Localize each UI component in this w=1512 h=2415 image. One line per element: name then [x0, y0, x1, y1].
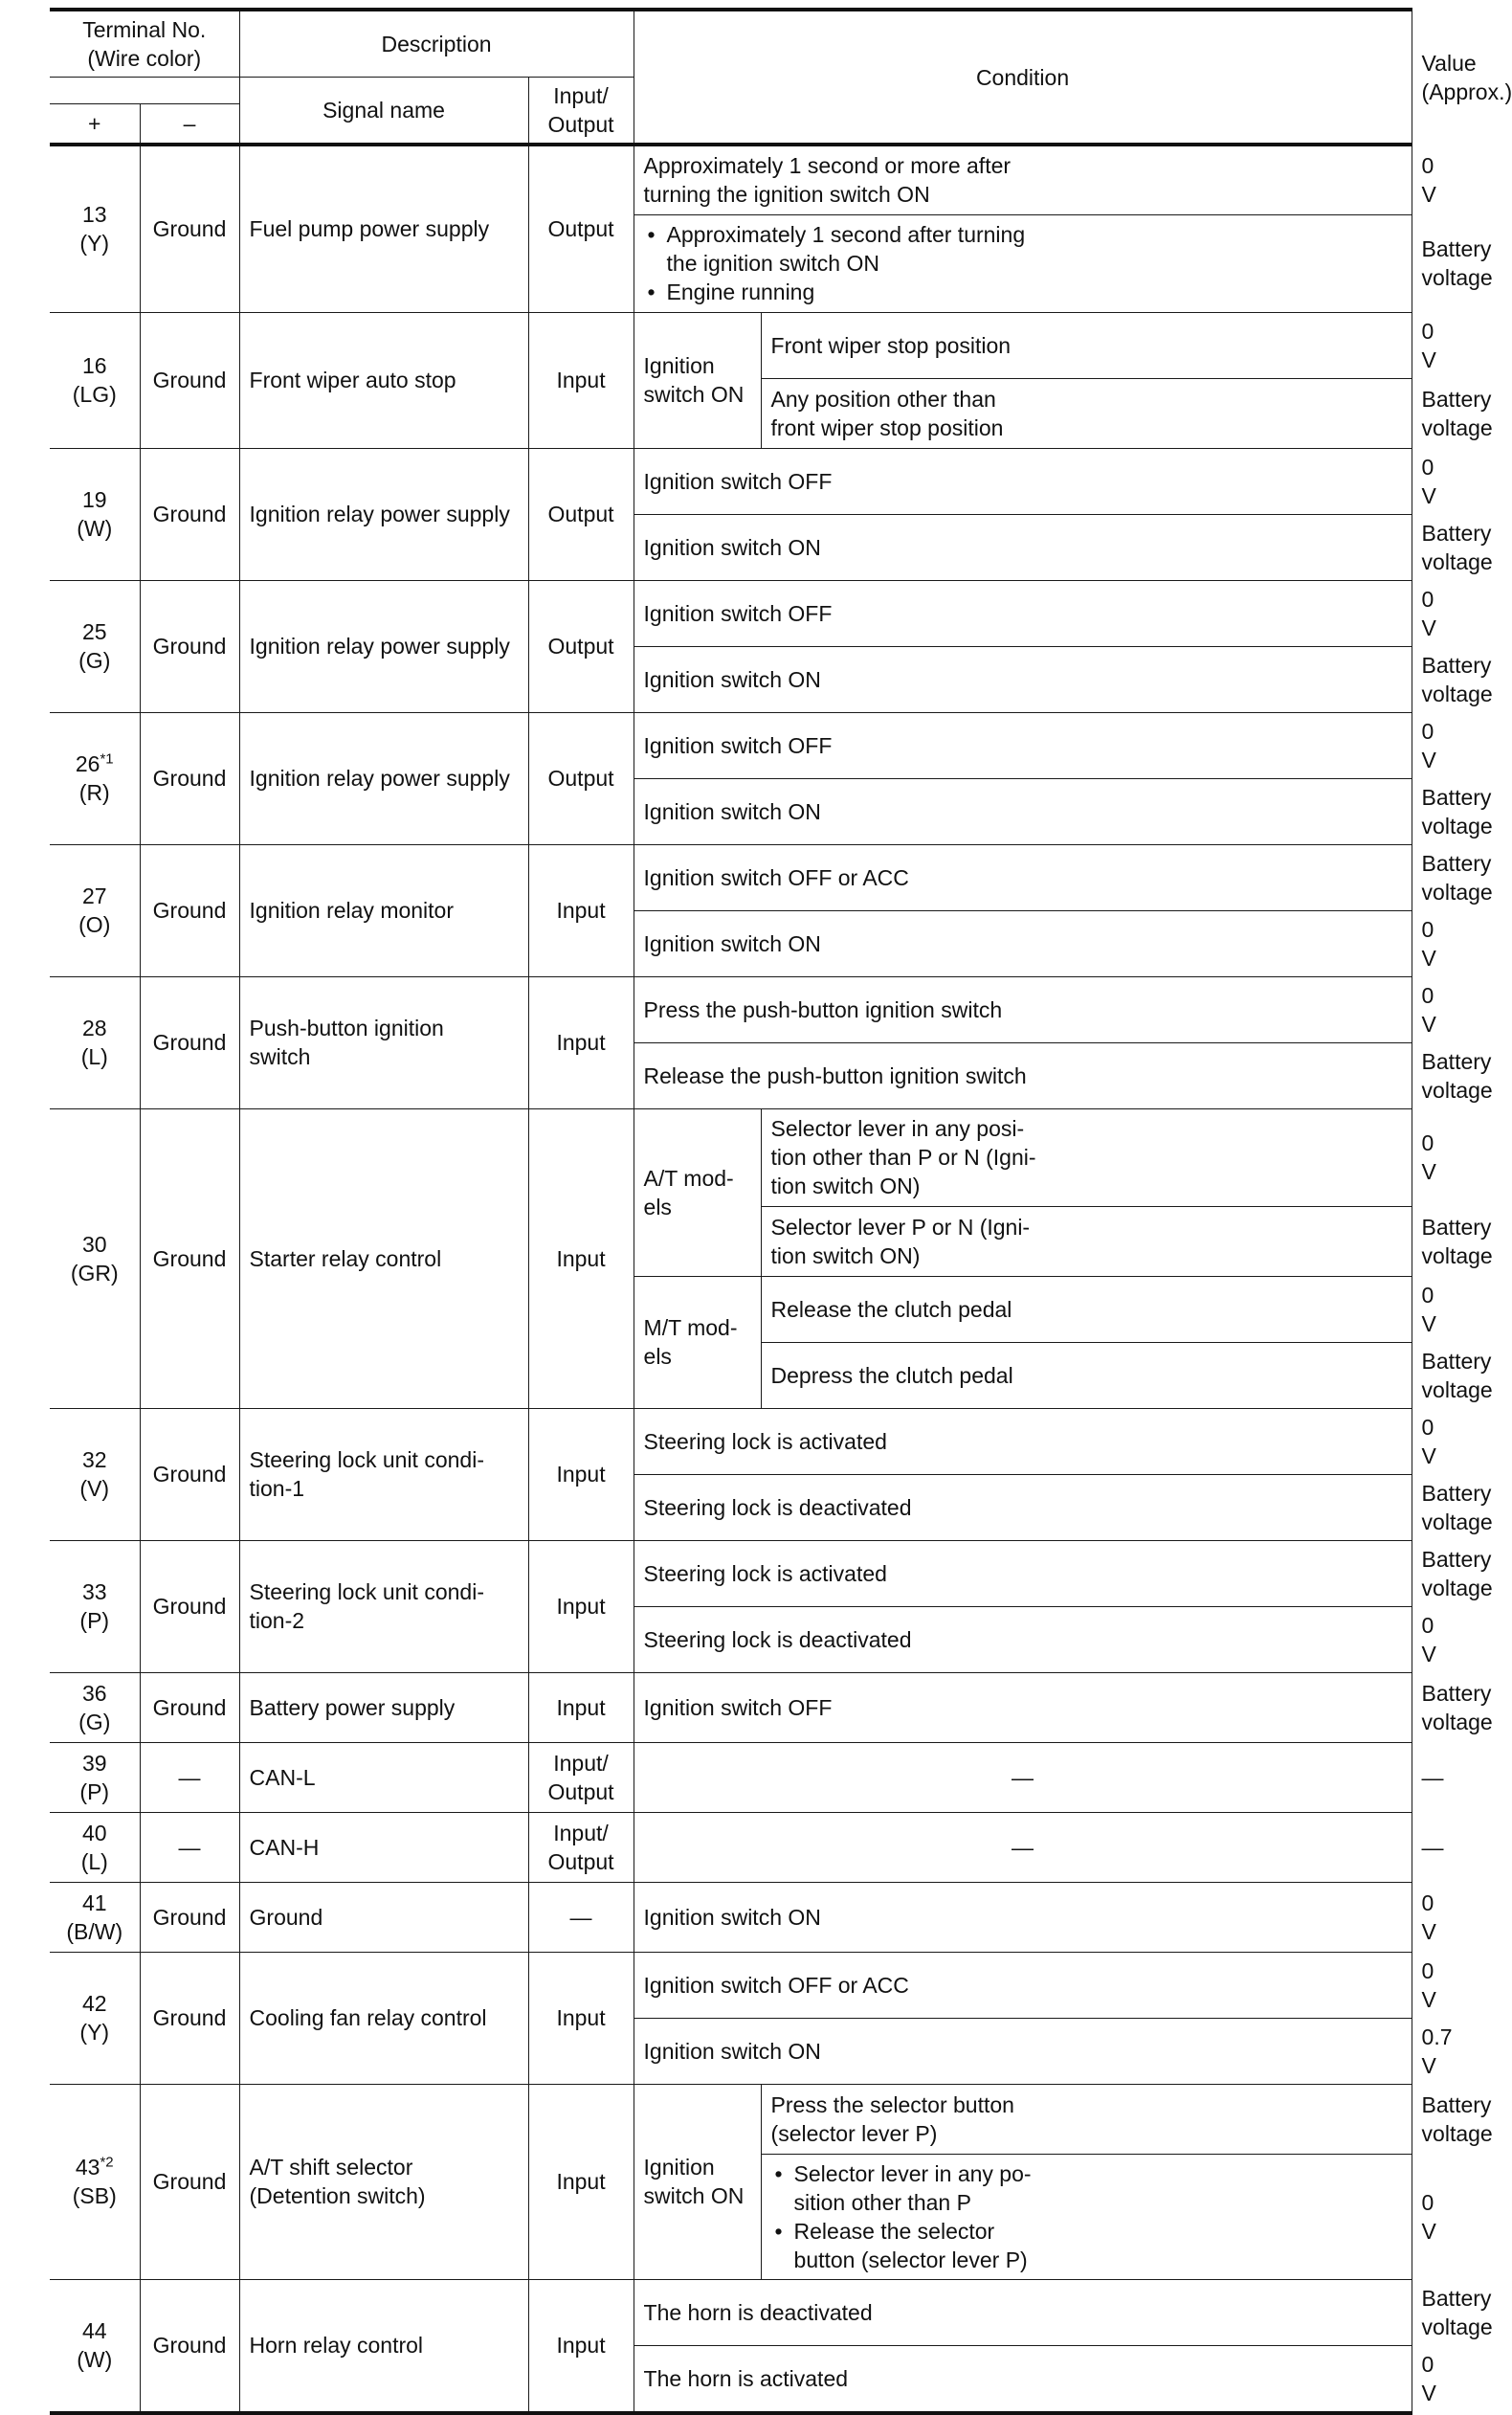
condition: Selector lever in any posi- tion other than P or N (Igni- tion switch ON) [761, 1108, 1412, 1206]
terminal-no: 27 (O) [50, 844, 140, 976]
minus-terminal: Ground [140, 580, 239, 712]
minus-terminal: Ground [140, 1108, 239, 1408]
condition: Selector lever P or N (Igni- tion switch ON) [761, 1206, 1412, 1276]
table-row: 44 (W) Ground Horn relay control Input The horn is deactivated Battery voltage [50, 2279, 1412, 2345]
minus-terminal: Ground [140, 1408, 239, 1540]
table-row: 27 (O) Ground Ignition relay monitor Input Ignition switch OFF or ACC Battery voltage [50, 844, 1412, 910]
io-type: Input [528, 1108, 634, 1408]
io-type: Input [528, 1408, 634, 1540]
signal-name: Push-button ignition switch [239, 976, 528, 1108]
table-row: Ignition switch ON 0.7 V [50, 2018, 1412, 2084]
table-row: 39 (P) — CAN-L Input/ Output — — [50, 1742, 1412, 1812]
table-row: 32 (V) Ground Steering lock unit condi- tion-1 Input Steering lock is activated 0 V [50, 1408, 1412, 1474]
condition: Ignition switch ON [634, 514, 1412, 580]
minus-header: – [140, 103, 239, 145]
table-row: 36 (G) Ground Battery power supply Input Ignition switch OFF Battery voltage [50, 1672, 1412, 1742]
condition: Ignition switch OFF [634, 448, 1412, 514]
minus-terminal: Ground [140, 1540, 239, 1672]
condition: The horn is activated [634, 2345, 1412, 2413]
table-row: 19 (W) Ground Ignition relay power supply Output Ignition switch OFF 0 V [50, 448, 1412, 514]
terminal-no: 43$^{*2}$ (SB) [50, 2084, 140, 2279]
terminal-no: 25 (G) [50, 580, 140, 712]
io-type: Input [528, 312, 634, 448]
condition-group: Ignition switch ON [634, 312, 761, 448]
signal-name: Front wiper auto stop [239, 312, 528, 448]
minus-terminal: Ground [140, 844, 239, 976]
condition: Ignition switch OFF or ACC [634, 1952, 1412, 2018]
condition: The horn is deactivated [634, 2279, 1412, 2345]
io-type: Input/ Output [528, 1742, 634, 1812]
terminal-no: 28 (L) [50, 976, 140, 1108]
signal-name: Ignition relay power supply [239, 580, 528, 712]
bullet-item: • Engine running [644, 278, 1402, 306]
condition: Ignition switch ON [634, 2018, 1412, 2084]
terminal-no-header: Terminal No. (Wire color) [50, 10, 239, 78]
terminal-no: 30 (GR) [50, 1108, 140, 1408]
signal-name: CAN-L [239, 1742, 528, 1812]
footnote-marker: *1 [100, 750, 114, 768]
signal-name: Battery power supply [239, 1672, 528, 1742]
io-type: Input/ Output [528, 1812, 634, 1882]
table-row: 43$^{*2}$ (SB) Ground A/T shift selector (Detention switch) Input Ignition switch ON Press the selector button (selector lever P) Battery voltage [50, 2084, 1412, 2154]
plus-header: + [50, 103, 140, 145]
condition: Front wiper stop position [761, 312, 1412, 378]
condition: Steering lock is deactivated [634, 1474, 1412, 1540]
minus-terminal: Ground [140, 976, 239, 1108]
io-type: Output [528, 712, 634, 844]
condition-header: Condition [634, 10, 1412, 145]
io-header: Input/ Output [528, 78, 634, 145]
bullet-item: • Selector lever in any po- sition other than P [771, 2159, 1402, 2217]
signal-name: Ignition relay power supply [239, 712, 528, 844]
condition: — [634, 1742, 1412, 1812]
table-row: Steering lock is deactivated 0 V [50, 1606, 1412, 1672]
condition: Ignition switch ON [634, 1882, 1412, 1952]
condition: Steering lock is activated [634, 1540, 1412, 1606]
signal-name: Ignition relay power supply [239, 448, 528, 580]
condition-group: M/T mod- els [634, 1276, 761, 1408]
condition [761, 2154, 1412, 2279]
terminal-no: 13 (Y) [50, 145, 140, 312]
condition-group: A/T mod- els [634, 1108, 761, 1276]
terminal-table-container [50, 8, 1512, 2415]
signal-name-header: Signal name [239, 78, 528, 145]
terminal-no: 39 (P) [50, 1742, 140, 1812]
bullet-item: • Approximately 1 second after turning the ignition switch ON [644, 220, 1402, 278]
signal-name: CAN-H [239, 1812, 528, 1882]
description-header: Description [239, 10, 634, 78]
table-row: 16 (LG) Ground Front wiper auto stop Input Ignition switch ON Front wiper stop position 0 V [50, 312, 1412, 378]
table-row: 41 (B/W) Ground Ground — Ignition switch ON 0 V [50, 1882, 1412, 1952]
signal-name: Cooling fan relay control [239, 1952, 528, 2084]
signal-name: Horn relay control [239, 2279, 528, 2413]
condition: Ignition switch OFF [634, 712, 1412, 778]
minus-terminal: — [140, 1812, 239, 1882]
table-row: Any position other than front wiper stop position Battery voltage [50, 378, 1412, 448]
table-row: 28 (L) Ground Push-button ignition switch Input Press the push-button ignition switch 0 V [50, 976, 1412, 1042]
condition: Press the selector button (selector lever P) [761, 2084, 1412, 2154]
table-row: Steering lock is deactivated Battery voltage [50, 1474, 1412, 1540]
minus-terminal: Ground [140, 145, 239, 312]
condition: Ignition switch OFF or ACC [634, 844, 1412, 910]
terminal-no: 33 (P) [50, 1540, 140, 1672]
signal-name: Ignition relay monitor [239, 844, 528, 976]
table-row: Release the push-button ignition switch Battery voltage [50, 1042, 1412, 1108]
io-type: Input [528, 2084, 634, 2279]
condition: Approximately 1 second or more after turning the ignition switch ON [634, 145, 1412, 214]
io-type: — [528, 1882, 634, 1952]
condition: — [634, 1812, 1412, 1882]
footnote-marker: *2 [100, 2154, 114, 2171]
minus-terminal: Ground [140, 2279, 239, 2413]
table-row: Ignition switch ON 0 V [50, 910, 1412, 976]
terminal-no: 26$^{*1}$ (R) [50, 712, 140, 844]
condition: Ignition switch OFF [634, 1672, 1412, 1742]
table-row: 40 (L) — CAN-H Input/ Output — — [50, 1812, 1412, 1882]
terminal-no: 16 (LG) [50, 312, 140, 448]
signal-name: Ground [239, 1882, 528, 1952]
terminal-no: 41 (B/W) [50, 1882, 140, 1952]
io-type: Input [528, 844, 634, 976]
condition: Ignition switch OFF [634, 580, 1412, 646]
signal-name: Starter relay control [239, 1108, 528, 1408]
table-row: M/T mod- els Release the clutch pedal 0 V [50, 1276, 1412, 1342]
table-row: • Selector lever in any po- sition other than P • Release the selector button (selector lever P) 0 V [50, 2154, 1412, 2279]
table-row: Ignition switch ON Battery voltage [50, 778, 1412, 844]
condition: Ignition switch ON [634, 646, 1412, 712]
table-row: 26$^{*1}$ (R) Ground Ignition relay power supply Output Ignition switch OFF 0 V [50, 712, 1412, 778]
table-row: Ignition switch ON Battery voltage [50, 514, 1412, 580]
table-row: 30 (GR) Ground Starter relay control Input A/T mod- els Selector lever in any posi- tion other than P or N (Igni- tion switch ON) 0 V [50, 1108, 1412, 1206]
condition: Ignition switch ON [634, 778, 1412, 844]
io-type: Input [528, 1672, 634, 1742]
minus-terminal: Ground [140, 1952, 239, 2084]
table-row: 33 (P) Ground Steering lock unit condi- tion-2 Input Steering lock is activated Battery voltage [50, 1540, 1412, 1606]
minus-terminal: Ground [140, 712, 239, 844]
io-type: Input [528, 976, 634, 1108]
table-row: Depress the clutch pedal Battery voltage [50, 1342, 1412, 1408]
signal-name: Steering lock unit condi- tion-1 [239, 1408, 528, 1540]
minus-terminal: Ground [140, 312, 239, 448]
condition-group: Ignition switch ON [634, 2084, 761, 2279]
minus-terminal: Ground [140, 1882, 239, 1952]
terminal-no: 36 (G) [50, 1672, 140, 1742]
io-type: Input [528, 1952, 634, 2084]
condition: Release the clutch pedal [761, 1276, 1412, 1342]
table-row: The horn is activated 0 V [50, 2345, 1412, 2413]
minus-terminal: Ground [140, 2084, 239, 2279]
condition: Depress the clutch pedal [761, 1342, 1412, 1408]
io-type: Input [528, 2279, 634, 2413]
condition [634, 214, 1412, 312]
terminal-no: 42 (Y) [50, 1952, 140, 2084]
table-row: • Approximately 1 second after turning the ignition switch ON • Engine running Battery voltage [50, 214, 1412, 312]
table-row: 13 (Y) Ground Fuel pump power supply Output Approximately 1 second or more after turning the ignition switch ON 0 V [50, 145, 1412, 214]
bullet-item: • Release the selector button (selector lever P) [771, 2217, 1402, 2274]
condition: Release the push-button ignition switch [634, 1042, 1412, 1108]
io-type: Input [528, 1540, 634, 1672]
condition: Any position other than front wiper stop position [761, 378, 1412, 448]
signal-name: Steering lock unit condi- tion-2 [239, 1540, 528, 1672]
terminal-no: 40 (L) [50, 1812, 140, 1882]
io-type: Output [528, 580, 634, 712]
condition: Steering lock is deactivated [634, 1606, 1412, 1672]
table-row: Selector lever P or N (Igni- tion switch ON) Battery voltage [50, 1206, 1412, 1276]
terminal-table: Terminal No. (Wire color) Description Condition Value (Approx.) Signal name Input/ Output + – 13 (Y) Ground Fuel pump power supply Output Approximately 1 second or more after turning the ignition switch ON 0 V • Approximately 1 second after turning the ignition switch ON • Engine running Battery voltage 16 (LG) Ground Front wiper auto stop Input Ignition switch ON Front wiper stop position 0 V Any position other than front wiper stop position Battery voltage 19 (W) Ground Ignition relay power supply Output Ignition switch OFF 0 V Ignition switch ON Battery voltage 25 (G) Ground Ignition relay power supply Output Ignition switch OFF 0 V Ignition switch ON Battery voltage 26$^{*1}$ (R) Ground Ignition relay power supply Output Ignition switch OFF 0 V Ignition switch ON Battery voltage 27 (O) Ground Ignition relay monitor Input Ignition switch OFF or ACC Battery voltage Ignition switch ON 0 V 28 (L) Ground Push-button ignition switch Input Press the push-button ignition switch 0 V Release the push-button ignition switch Battery voltage 30 (GR) Ground Starter relay control Input A/T mod- els Selector lever in any posi- tion other than P or N (Igni- tion switch ON) 0 V Selector lever P or N (Igni- tion switch ON) Battery voltage M/T mod- els Release the clutch pedal 0 V Depress the clutch pedal Battery voltage 32 (V) Ground Steering lock unit condi- tion-1 Input Steering lock is activated 0 V Steering lock is deactivated Battery voltage 33 (P) Ground Steering lock unit condi- tion-2 Input Steering lock is activated Battery voltage Steering lock is deactivated 0 V 36 (G) Ground Battery power supply Input Ignition switch OFF Battery voltage 39 (P) — CAN-L Input/ Output — — 40 (L) — CAN-H Input/ Output — — 41 (B/W) Ground Ground — Ignition switch ON 0 V 42 (Y) Ground Cooling fan relay control Input Ignition switch OFF or ACC 0 V Ignition switch ON 0.7 V 43$^{*2}$ (SB) Ground A/T shift selector (Detention switch) Input Ignition switch ON Press the selector button (selector lever P) Battery voltage • Selector lever in any po- sition other than P • Release the selector button (selector lever P) 0 V 44 (W) Ground Horn relay control Input The horn is deactivated Battery voltage The horn is activated 0 V [50, 8, 1412, 2415]
table-row: 25 (G) Ground Ignition relay power supply Output Ignition switch OFF 0 V [50, 580, 1412, 646]
minus-terminal: Ground [140, 1672, 239, 1742]
io-type: Output [528, 448, 634, 580]
table-row: Ignition switch ON Battery voltage [50, 646, 1412, 712]
terminal-no: 19 (W) [50, 448, 140, 580]
condition: Press the push-button ignition switch [634, 976, 1412, 1042]
condition: Steering lock is activated [634, 1408, 1412, 1474]
terminal-no: 44 (W) [50, 2279, 140, 2413]
signal-name: Fuel pump power supply [239, 145, 528, 312]
minus-terminal: — [140, 1742, 239, 1812]
terminal-no: 32 (V) [50, 1408, 140, 1540]
signal-name: A/T shift selector (Detention switch) [239, 2084, 528, 2279]
condition: Ignition switch ON [634, 910, 1412, 976]
table-row: 42 (Y) Ground Cooling fan relay control Input Ignition switch OFF or ACC 0 V [50, 1952, 1412, 2018]
io-type: Output [528, 145, 634, 312]
minus-terminal: Ground [140, 448, 239, 580]
